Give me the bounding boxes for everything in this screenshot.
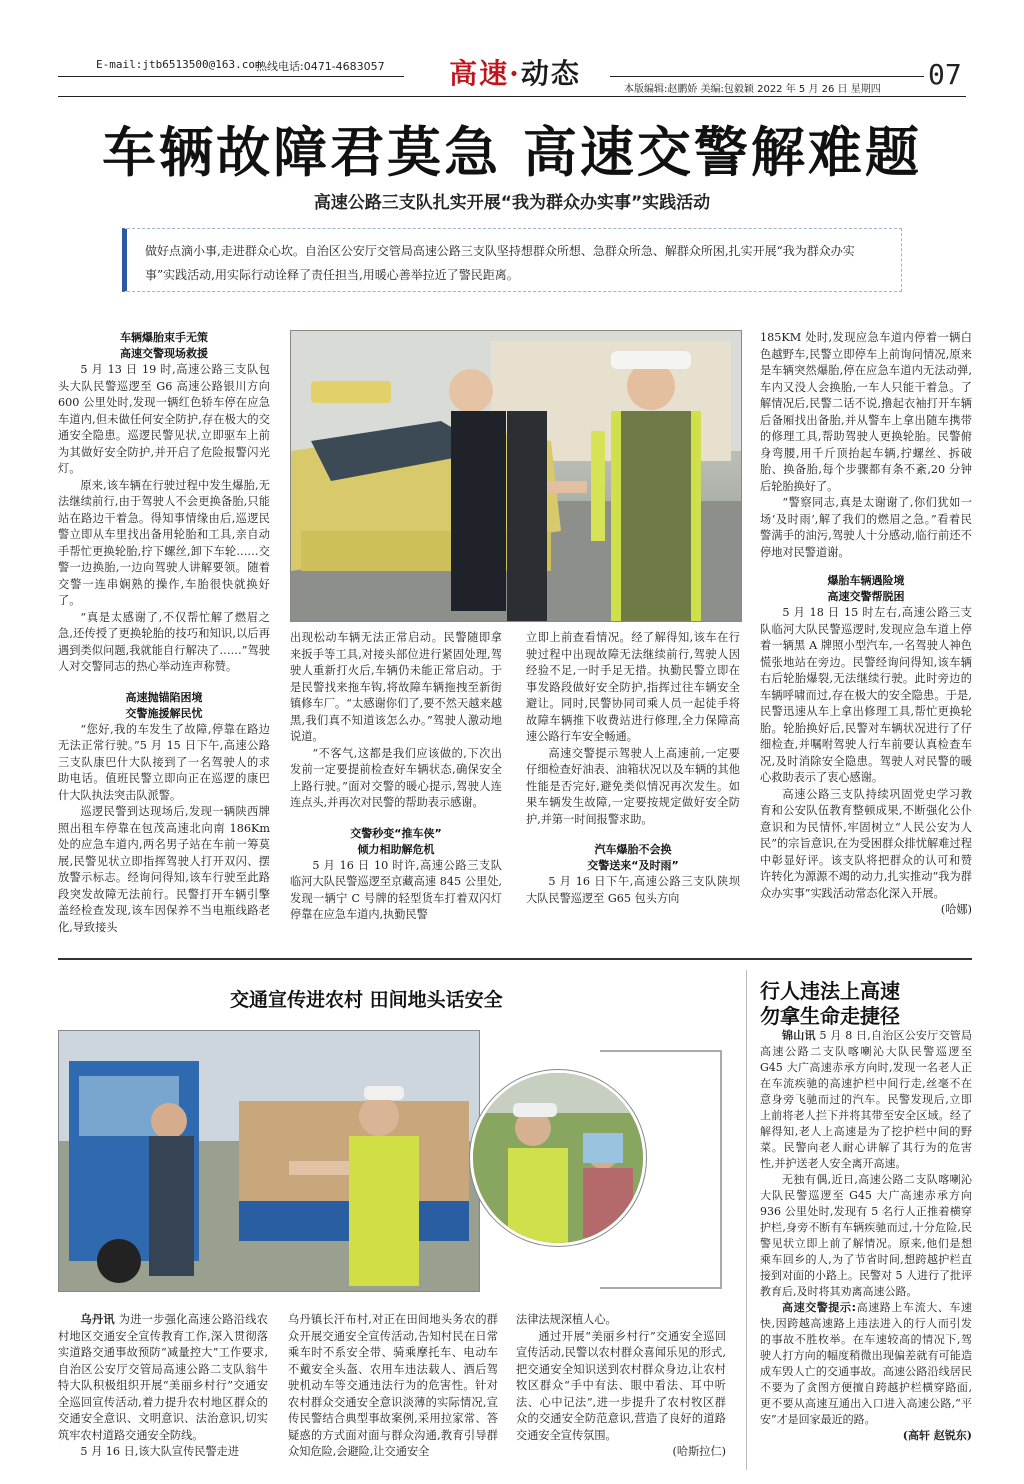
story2-column-1 [58, 1312, 268, 1461]
subheading: 交警秒变“推车侠” [350, 826, 442, 840]
subheading: 交警施援解民忧 [125, 706, 203, 720]
dateline: 乌丹讯 [80, 1313, 115, 1326]
masthead-hotline: 热线电话:0471-4683057 [256, 60, 385, 73]
paragraph: 5 月 16 日,该大队宣传民警走进 [80, 1445, 240, 1458]
truck-scene-icon [59, 1031, 479, 1291]
section-title-dot: · [509, 57, 521, 90]
article-column-3 [526, 630, 740, 907]
masthead-rule-top [58, 76, 404, 77]
article-column-1 [58, 330, 270, 936]
paragraph: 乌丹镇长汗布村,对正在田间地头务农的群众开展交通安全宣传活动,告知村民在日常乘车时不系安全带、骑乘摩托车、电动车不戴安全头盔、农用车违法载人、酒后驾驶机动车等交通违法行为的危害性。针对农村群众交通安全意识淡薄的实际情况,宣传民警结合典型事故案例,采用拉家常、答疑惑的方式面对面与群众沟通,教育引导群众知危险,会避险,让交通安全 [288, 1313, 498, 1458]
subheading: 高速交警现场救援 [120, 347, 208, 360]
paragraph: 185KM 处时,发现应急车道内停着一辆白色越野车,民警立即停车上前询问情况,原来是车辆突然爆胎,停在应急车道内无法动弹,车内又没人会换胎,一车人只能干着急。了解情况后,民警二话不说,撸起衣袖打开车辆后备厢找出备胎,并从警车上拿出随车携带的修理工具,帮助驾驶人更换轮胎。民警俯身弯腰,用千斤顶抬起车辆,拧螺丝、拆破胎、换备胎,每个步骤都有条不紊,20 分钟后轮胎换好了。 [760, 331, 972, 493]
paragraph [760, 1028, 972, 1172]
section-title-part1: 高速 [449, 57, 510, 90]
lead-paragraph: 做好点滴小事,走进群众心坎。自治区公安厅交管局高速公路三支队坚持想群众所想、急群众所急、解群众所困,扎实开展“我为群众办实事”实践活动,用实际行动诠释了责任担当,用暖心善举拉近了警民距离。 [122, 228, 902, 292]
paragraph: 无独有偶,近日,高速公路二支队喀喇沁大队民警巡逻至 G45 大广高速赤承方向 936 公里处时,发现有 5 名行人正推着横穿护栏,身旁不断有车辆疾驰而过,十分危险,民警见状立即上前了解情况。原来,他们是想乘车回乡的人,为了节省时间,想跨越护栏直接到对面的小路上。民警对 5 人进行了批评教育后,及时将其劝离高速公路。 [760, 1173, 972, 1298]
subheading: 车辆爆胎束手无策 [120, 331, 208, 344]
paragraph: “不客气,这都是我们应该做的,下次出发前一定要提前检查好车辆状态,确保安全上路行驶。”面对交警的暖心提示,驾驶人连连点头,并再次对民警的帮助表示感谢。 [290, 746, 502, 809]
photo-police-taxi [290, 330, 742, 622]
paragraph [58, 1312, 268, 1444]
byline: (哈斯拉仁) [672, 1445, 726, 1458]
byline: (哈娜) [940, 903, 972, 916]
story3-title-line2: 勿拿生命走捷径 [760, 1004, 900, 1028]
tip-text: 高速路上车流大、车速快,因跨越高速路上违法进入的行人而引发的事故不胜枚举。在车速较高的情况下,驾驶人打方向的幅度稍微出现偏差就有可能造成车毁人亡的交通事故。高速公路沿线居民不要为了贪图方便擅自跨越护栏横穿路面,更不要从高速互通出入口进入高速公路,“平安”才是回家最近的路。 [760, 1301, 972, 1426]
paragraph: “您好,我的车发生了故障,停靠在路边无法正常行驶。”5 月 15 日下午,高速公路三支队康巴什大队接到了一名驾驶人的求助电话。值班民警立即向正在巡逻的康巴什大队执法突击队派警。 [58, 722, 270, 802]
paragraph: “真是太感谢了,不仅帮忙解了燃眉之急,还传授了更换轮胎的技巧和知识,以后再遇到类似问题,我就能自行解决了……”驾驶人对交警同志的热心举动连声称赞。 [58, 610, 270, 673]
column-divider [746, 970, 747, 1470]
story2-column-2 [288, 1312, 498, 1461]
paragraph: 巡逻民警到达现场后,发现一辆陕西牌照出租车停靠在包茂高速北向南 186Km 处的应急车道内,两名男子站在车前一筹莫展,民警见状立即指挥驾驶人打开双闪、摆放警示标志。经询问得知,该车行驶至此路段突发故障无法前行。民警打开车辆引擎盖经检查发现,该车因保养不当电瓶线路老化,导致接头 [58, 805, 270, 934]
masthead-rule-bottom [58, 96, 966, 97]
subheading: 爆胎车辆遇险境 [827, 574, 905, 587]
subheading: 高速抛锚陷困境 [125, 690, 203, 704]
page-number: 07 [928, 58, 962, 91]
section-title-part2: 动态 [520, 57, 581, 90]
paragraph: 法律法规深植人心。 [516, 1313, 617, 1326]
paragraph: 高速公路三支队持续巩固党史学习教育和公安队伍教育整顿成果,不断强化公仆意识和为民情怀,牢固树立“人民公安为人民”的宗旨意识,在为受困群众排忧解难过程中彰显好评。该支队将把群众的认可和赞许转化为源源不竭的动力,扎实推动“我为群众办实事”实践活动常态化深入开展。 [760, 787, 972, 900]
paragraph: 原来,该车辆在行驶过程中发生爆胎,无法继续前行,由于驾驶人不会更换备胎,只能站在路边干着急。得知事情缘由后,巡逻民警立即从车里找出备用轮胎和工具,亲自动手帮忙更换轮胎,拧下螺丝,卸下车轮……交警一边换胎,一边向驾驶人讲解要领。随着交警一连串娴熟的操作,车胎很快就换好了。 [58, 478, 270, 607]
story2-title: 交通宣传进农村 田间地头话安全 [230, 989, 503, 1011]
story2-column-3 [516, 1312, 726, 1461]
headline: 车辆故障君莫急 高速交警解难题 [102, 120, 922, 184]
masthead-email[interactable]: E-mail:jtb6513500@163.com [96, 58, 262, 71]
paragraph-text: 5 月 8 日,自治区公安厅交管局高速公路二支队喀喇沁大队民警巡逻至 G45 大广高速赤承方向时,发现一名老人正在车流疾驰的高速护栏中间行走,丝毫不在意身旁飞驰而过的汽车。民警发现后,立即上前将老人拦下并将其带至安全区域。经了解得知,老人上高速是为了挖护栏中间的野菜。民警向老人耐心讲解了其行为的危害性,并护送老人安全离开高速。 [760, 1029, 973, 1170]
masthead-editors: 本版编辑:赵鹏娇 美编:包毅颖 2022 年 5 月 26 日 星期四 [624, 84, 881, 95]
article-column-4 [760, 330, 972, 919]
paragraph: 5 月 13 日 19 时,高速公路三支队包头大队民警巡逻至 G6 高速公路银川方向 600 公里处时,发现一辆红色轿车停在应急车道内,但未做任何安全防护,存在极大的交通安全隐患。巡逻民警见状,立即驱车上前为其做好安全防护,并开启了危险报警闪光灯。 [58, 363, 270, 475]
subheading: 倾力相助解危机 [357, 842, 435, 856]
subheading: 高速交警帮脱困 [827, 590, 905, 603]
subheading: 交警送来“及时雨” [587, 859, 679, 872]
taxi-scene-icon [291, 331, 741, 621]
paragraph: “警察同志,真是太谢谢了,你们犹如一场‘及时雨’,解了我们的燃眉之急。”看着民警满手的油污,驾驶人十分感动,临行前还不停地对民警道谢。 [760, 496, 972, 559]
photo-police-truck [58, 1030, 480, 1292]
paragraph: 5 月 16 日 10 时许,高速公路三支队临河大队民警巡逻至京藏高速 845 公里处,发现一辆宁 C 号牌的轻型货车打着双闪灯停靠在应急车道内,执勤民警 [290, 858, 502, 921]
story3-title-line1: 行人违法上高速 [760, 979, 900, 1003]
subheading: 汽车爆胎不会换 [594, 843, 672, 856]
paragraph: 高速交警提示驾驶人上高速前,一定要仔细检查好油表、油箱状况以及车辆的其他性能是否完好,避免类似情况再次发生。如果车辆发生故障,一定要按规定做好安全防护,并第一时间报警求助。 [526, 746, 740, 826]
section-divider [58, 958, 972, 960]
subhead: 高速公路三支队扎实开展“我为群众办实事”实践活动 [313, 193, 711, 213]
story3-body [760, 1028, 972, 1444]
article-column-2 [290, 630, 502, 924]
section-title [430, 52, 600, 92]
dateline: 锦山讯 [782, 1029, 816, 1042]
paragraph: 5 月 18 日 15 时左右,高速公路三支队临河大队民警巡逻时,发现应急车道上停着一辆黑 A 牌照小型汽车,一名驾驶人神色慌张地站在旁边。民警经询问得知,该车辆右后轮胎爆裂,无法继续行驶。此时旁边的车辆呼啸而过,存在极大的安全隐患。于是,民警迅速从车上拿出修理工具,帮忙更换轮胎。轮胎换好后,民警对车辆状况进行了仔细检查,并嘱咐驾驶人行车前要认真检查车况,及时消除安全隐患。驾驶人对民警的暖心救助表示了衷心感谢。 [760, 606, 972, 784]
paragraph: 立即上前查看情况。经了解得知,该车在行驶过程中出现故障无法继续前行,驾驶人因经验不足,一时手足无措。执勤民警立即在事发路段做好安全防护,指挥过往车辆安全避让。同时,民警协同司乘人员一起徒手将故障车辆推下收费站进行修理,全力保障高速公路行车安全畅通。 [526, 631, 740, 743]
tip-paragraph [760, 1300, 972, 1428]
paragraph: 5 月 16 日下午,高速公路三支队陕坝大队民警巡逻至 G65 包头方向 [526, 875, 740, 905]
photo-frame-line [600, 1050, 722, 1289]
tip-label: 高速交警提示: [782, 1301, 856, 1314]
masthead-rule-right [610, 76, 924, 77]
paragraph-text: 为进一步强化高速公路沿线农村地区交通安全宣传教育工作,深入贯彻落实道路交通事故预防“减量控大”工作要求,自治区公安厅交管局高速公路二支队翁牛特大队积极组织开展“美丽乡村行”交通安全巡回宣传活动,着力提升农村地区群众的交通安全意识、文明意识、法治意识,切实筑牢农村道路交通安全防线。 [58, 1313, 268, 1442]
byline: (高轩 赵锐东) [902, 1429, 972, 1442]
paragraph: 出现松动车辆无法正常启动。民警随即拿来扳手等工具,对接头部位进行紧固处理,驾驶人重新打火后,车辆仍未能正常启动。于是民警找来拖车钩,将故障车辆拖拽至新街镇修车厂。“太感谢你们了,要不然天越来越黑,我们真不知道该怎么办。”驾驶人激动地说道。 [290, 631, 502, 743]
paragraph: 通过开展“美丽乡村行”交通安全巡回宣传活动,民警以农村群众喜闻乐见的形式,把交通安全知识送到农村群众身边,让农村牧区群众“手中有法、眼中看法、耳中听法、心中记法”,进一步提升了农村牧区群众的交通安全防范意识,营造了良好的道路交通安全宣传氛围。 [516, 1329, 726, 1442]
